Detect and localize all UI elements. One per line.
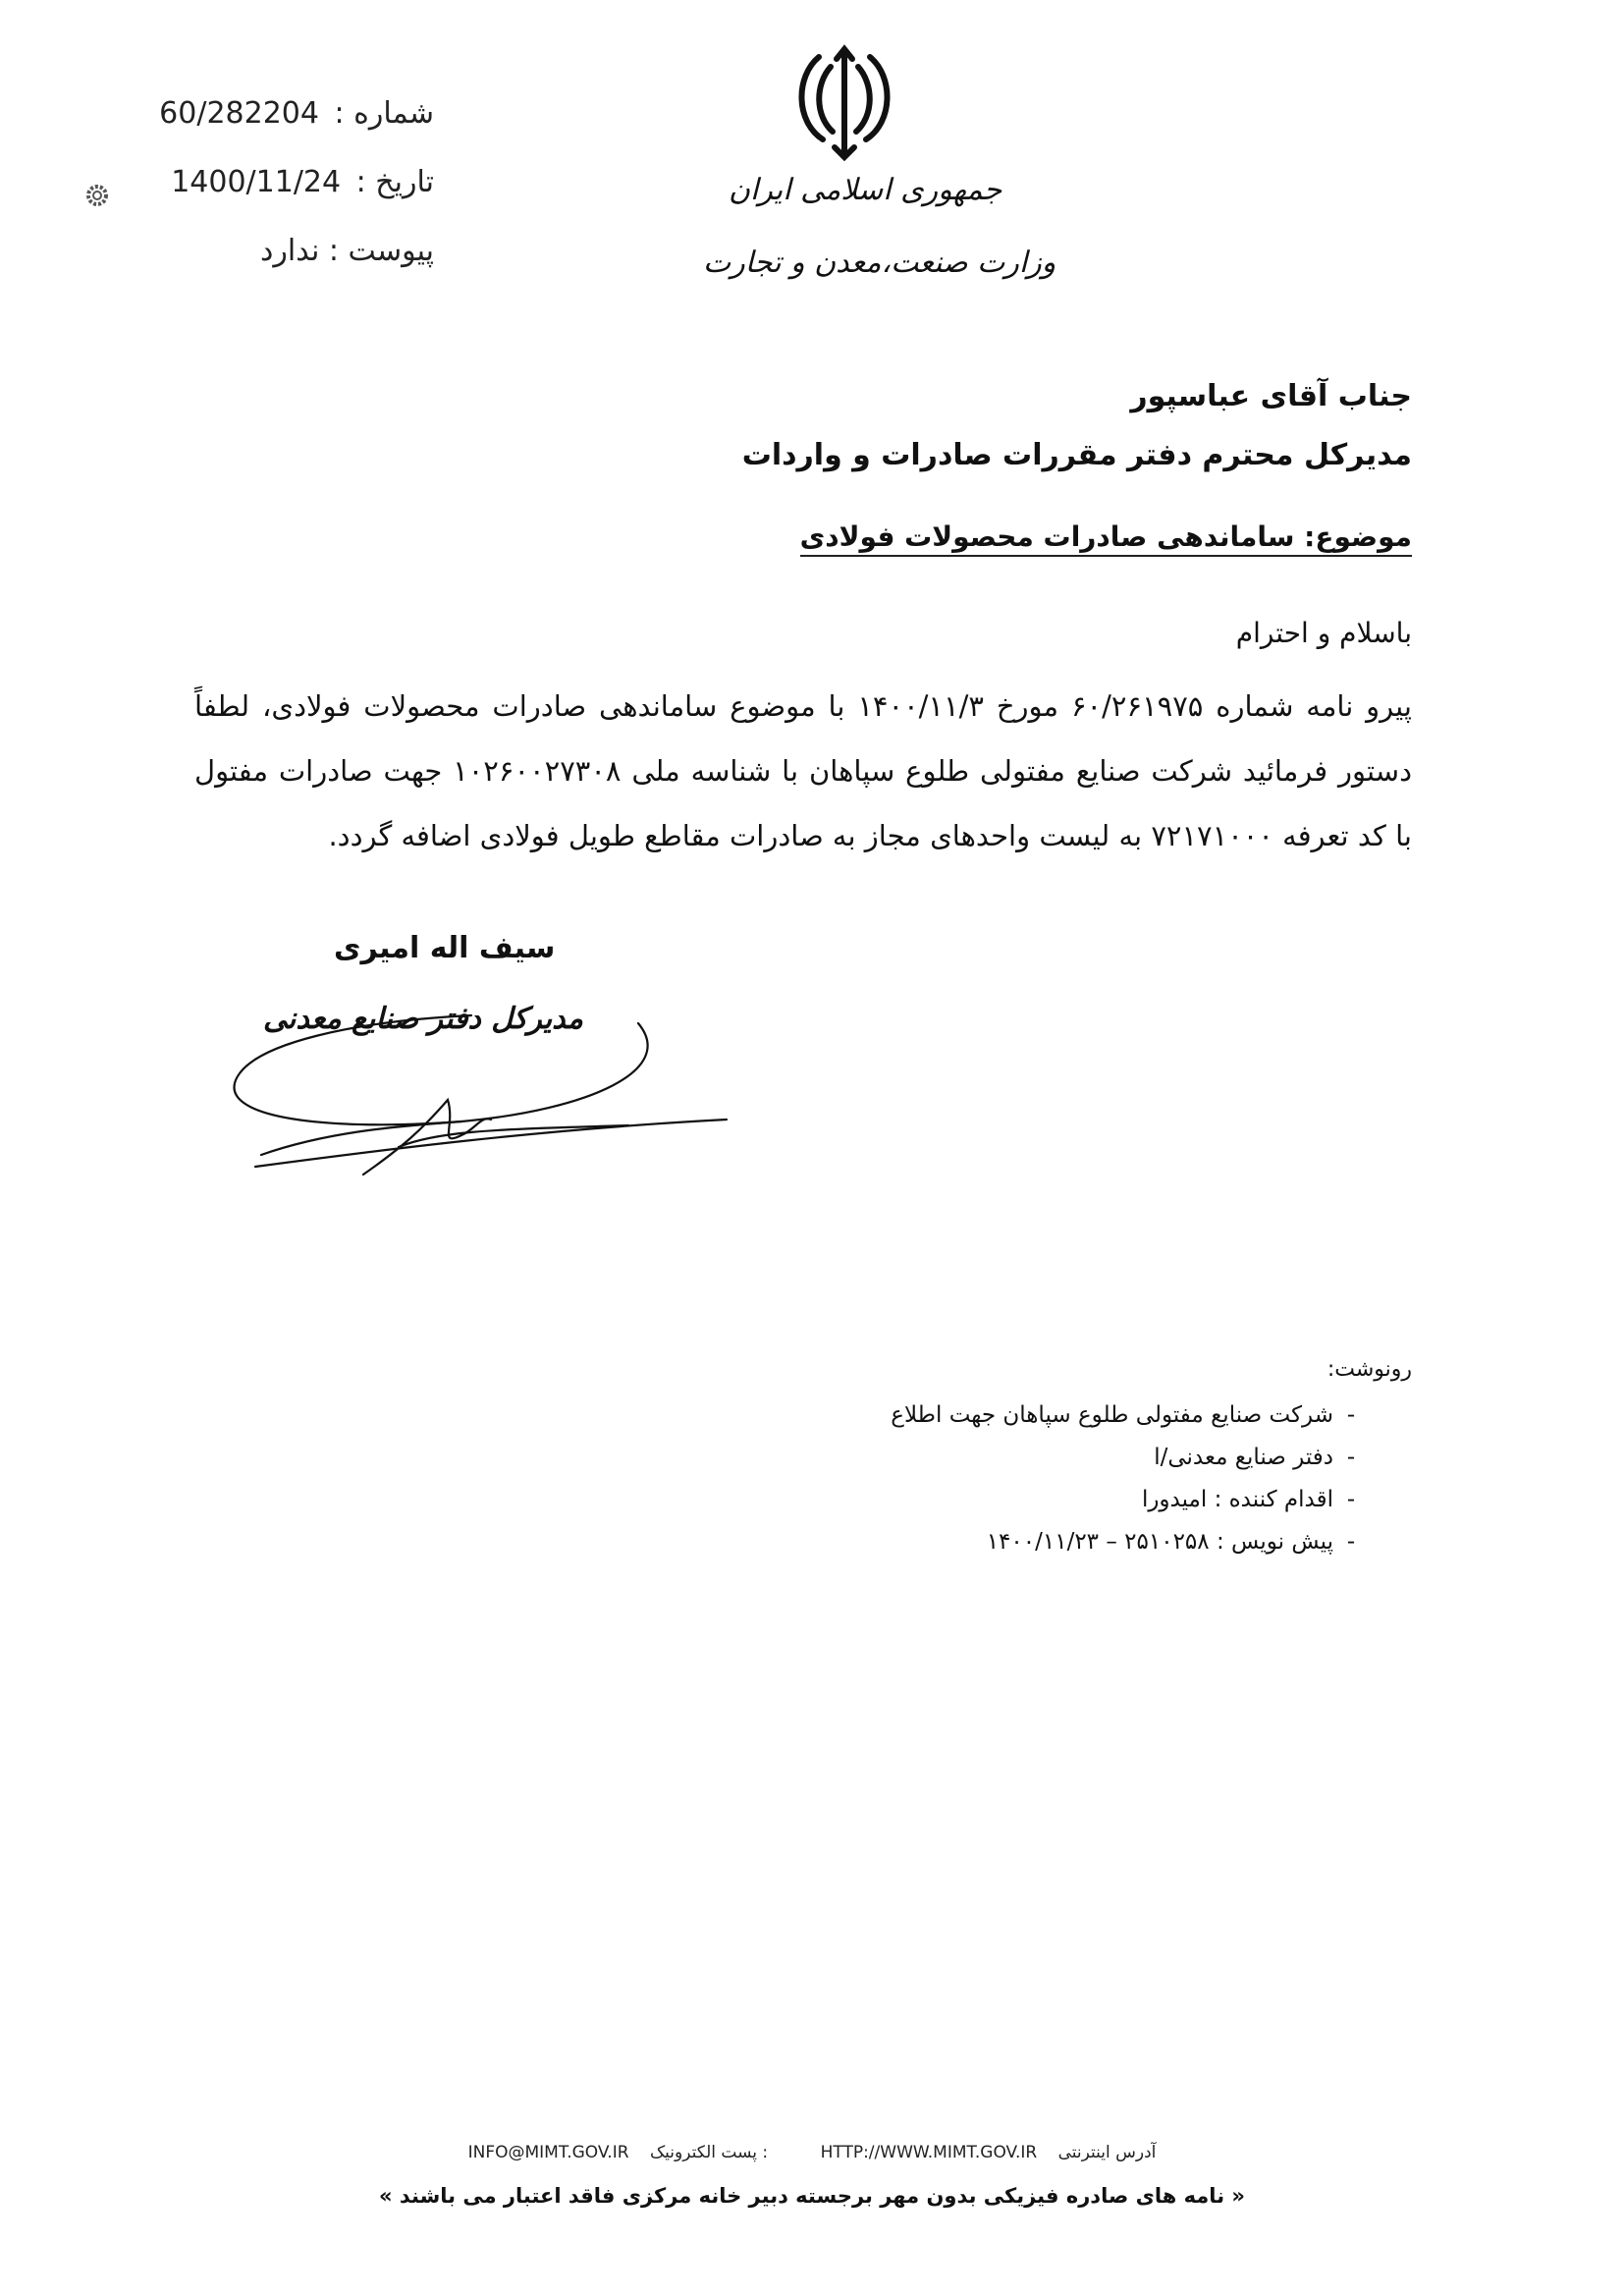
subject-text: ساماندهی صادرات محصولات فولادی [799, 520, 1295, 553]
list-item: -پیش نویس : ۲۵۱۰۲۵۸ – ۱۴۰۰/۱۱/۲۳ [986, 1529, 1356, 1555]
letter-date-label: تاریخ : [355, 165, 434, 199]
cc-list [891, 1394, 1369, 1563]
footer-website-label: آدرس اینترنتی [1057, 2143, 1157, 2162]
body-paragraph: پیرو نامه شماره ۶۰/۲۶۱۹۷۵ مورخ ۱۴۰۰/۱۱/۳ با موضوع ساماندهی صادرات محصولات فولادی، لطفاً دستور فرمائید شرکت صنایع مفتولی طلوع سپاهان با شناسه ملی ۱۰۲۶۰۰۲۷۳۰۸ جهت صادرات مفتول با کد تعرفه ۷۲۱۷۱۰۰۰ به لیست واحدهای مجاز به صادرات مقاطع طویل فولادی اضافه گردد. [194, 689, 1412, 852]
recipient-title: مدیرکل محترم دفتر مقررات صادرات و واردات [741, 438, 1412, 472]
letter-attachment-label: پیوست : [328, 234, 434, 268]
footer-website: HTTP://WWW.MIMT.GOV.IR [820, 2143, 1038, 2162]
subject-label: موضوع: [1304, 520, 1412, 553]
gear-icon [84, 183, 110, 208]
subject [800, 520, 1412, 557]
cc-label: رونوشت: [1326, 1357, 1412, 1382]
signatory-title: مدیرکل دفتر صنایع معدنی [263, 1002, 583, 1036]
list-item: -دفتر صنایع معدنی/ا [1154, 1445, 1356, 1470]
recipient-name: جناب آقای عباسپور [1130, 379, 1412, 413]
letter-number-value: 60/282204 [159, 96, 319, 131]
letter-attachment-value: ندارد [260, 234, 320, 268]
letter-number-label: شماره : [334, 96, 434, 131]
letter-date-value: 1400/11/24 [171, 165, 342, 199]
signatory-name: سیف اله امیری [334, 931, 556, 965]
iran-emblem-icon [776, 37, 913, 165]
emblem-country: جمهوری اسلامی ایران [729, 173, 1002, 207]
emblem-ministry: وزارت صنعت،معدن و تجارت [703, 246, 1056, 280]
list-item: -اقدام کننده : امیدورا [1141, 1487, 1356, 1512]
footer-email: INFO@MIMT.GOV.IR [467, 2143, 629, 2162]
list-item: -شرکت صنایع مفتولی طلوع سپاهان جهت اطلاع [891, 1402, 1356, 1428]
footer-links [0, 2143, 1624, 2162]
letter-date [171, 165, 434, 199]
letter-number [159, 96, 434, 131]
greeting: باسلام و احترام [1235, 617, 1412, 649]
footer-note: « نامه های صادره فیزیکی بدون مهر برجسته دبیر خانه مرکزی فاقد اعتبار می باشند » [379, 2184, 1245, 2208]
footer-email-label: پست الکترونیک : [649, 2143, 769, 2162]
letter-attachment [260, 234, 434, 268]
